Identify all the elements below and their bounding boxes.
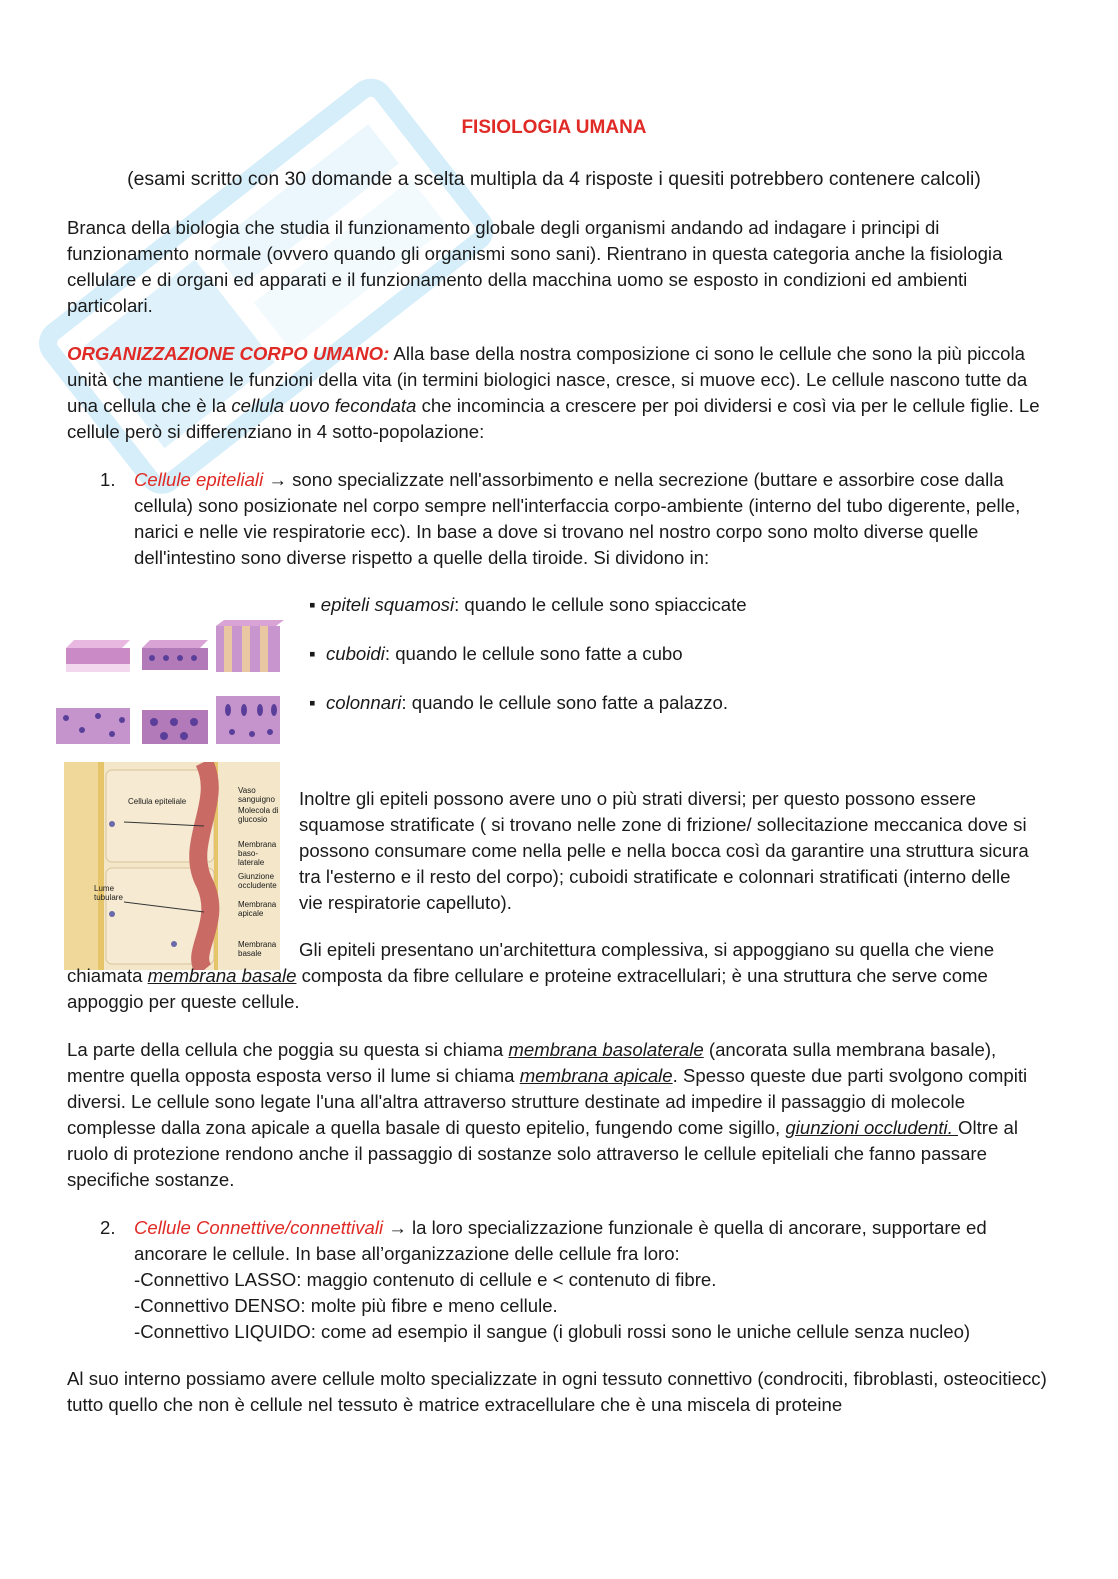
bullet-text: : quando le cellule sono spiaccicate <box>454 594 747 615</box>
item-1-text: → sono specializzate nell'assorbimento e nella secrezione (buttare e assorbire cose dalla cellula) sono posizionate nel corpo sempre nell'interfaccia corpo-ambiente (interno del tubo digerente, pelle, narici e nelle vie respiratorie ecc). In base a dove si trovano nel nostro corpo sono molto diverse quelle dell'intestino sono diverse rispetto a quelle della tiroide. Si dividono in: <box>134 469 1021 568</box>
bullet-item: ▪ cuboidi: quando le cellule sono fatte a cubo <box>309 643 683 664</box>
apical-membrane-term: membrana apicale <box>519 1065 673 1086</box>
label-vessel: Vaso sanguigno <box>238 786 275 804</box>
label-lumen: Lume tubulare <box>94 884 123 902</box>
intro-paragraph: Branca della biologia che studia il funzionamento globale degli organismi andando ad indagare i principi di funzionamento normale (ovvero quando gli organismi sono sani). Rientrano in questa categoria anche la fisiologia cellulare e di organi ed apparati e il funzionamento della macchina uomo se esposto in condizioni ed ambienti particolari. <box>67 217 1003 316</box>
item-2-paragraph <box>134 1215 1049 1267</box>
label-cell: Cellula epiteliale <box>128 797 187 806</box>
connective-type-line: -Connettivo LIQUIDO: come ad esempio il sangue (i globuli rossi sono le uniche cellule senza nucleo) <box>134 1321 971 1342</box>
tight-junctions-term: giunzioni occludenti. <box>785 1117 959 1138</box>
basolateral-text-2: (ancorata sulla membrana basale), mentre quella opposta esposta verso il lume si chiama <box>67 1039 997 1086</box>
label-glucose: Molecola di glucosio <box>238 806 279 824</box>
label-tight-junction: Giunzione occludente <box>238 872 277 890</box>
bullet-term: epiteli squamosi <box>320 594 455 615</box>
basolateral-text-3: . Spesso queste due parti svolgono compiti diversi. Le cellule sono legate l'una all'altra attraverso strutture destinate ad impedire il passaggio di molecole complesse dalla zona apicale a quella basale di questo epitelio, fungendo come sigillo, <box>67 1065 1028 1138</box>
bullet-item: ▪ colonnari: quando le cellule sono fatte a palazzo. <box>309 692 729 713</box>
bullet-item: ▪ epiteli squamosi: quando le cellule sono spiaccicate <box>309 594 747 615</box>
item-2-label: Cellule Connettive/connettivali <box>134 1217 384 1238</box>
basolateral-membrane-term: membrana basolaterale <box>508 1039 704 1060</box>
organization-paragraph <box>67 341 1052 445</box>
organization-heading: ORGANIZZAZIONE CORPO UMANO: <box>67 343 390 364</box>
simple-columnar-block <box>216 620 284 672</box>
item-1-number: 1. <box>100 469 116 490</box>
stratified-cuboidal-block <box>142 710 208 744</box>
item-2-text: → la loro specializzazione funzionale è quella di ancorare, supportare ed ancorare le cellule. In base all’organizzazione delle cellule fra loro: <box>134 1217 987 1264</box>
basolateral-text-4: Oltre al ruolo di protezione rendono anche il passaggio di sostanze solo attraverso le cellule epiteliali che fanno passare specifiche sostanze. <box>67 1117 1018 1190</box>
stratified-squamous-block <box>56 708 130 744</box>
item-1-label: Cellule epiteliali <box>134 469 264 490</box>
epithelium-types-figure <box>52 618 284 750</box>
connective-type-line: -Connettivo LASSO: maggio contenuto di cellule e < contenuto di fibre. <box>134 1269 717 1290</box>
label-basolateral: Membrana baso-laterale <box>238 840 277 867</box>
basal-membrane-term: membrana basale <box>147 965 297 986</box>
architecture-text-2: composta da fibre cellulare e proteine extracellulari; è una struttura che serve come appoggio per queste cellule. <box>67 965 988 1012</box>
last-paragraph: Al suo interno possiamo avere cellule molto specializzate in ogni tessuto connettivo (condrociti, fibroblasti, osteocitiecc) tutto quello che non è cellule nel tessuto è matrice extracellulare che è una miscela di proteine <box>67 1368 1047 1415</box>
label-basal: Membrana basale <box>238 940 277 958</box>
connective-type-line: -Connettivo DENSO: molte più fibre e meno cellule. <box>134 1295 558 1316</box>
item-2-block <box>134 1215 1049 1345</box>
strata-paragraph: Inoltre gli epiteli possono avere uno o più strati diversi; per questo possono essere squamose stratificate ( si trovano nelle zone di frizione/ sollecitazione meccanica dove si possono consumare come nella pelle e nella bocca così da garantire una struttura sicura tra l'esterno e il resto del corpo); cuboidi stratificate e colonnari stratificati (interno delle vie respiratorie capelluto). <box>299 788 1029 913</box>
item-1-paragraph <box>134 467 1049 571</box>
basolateral-text-1: La parte della cellula che poggia su questa si chiama <box>67 1039 509 1060</box>
bullet-term: cuboidi <box>325 643 385 664</box>
organization-text-1: Alla base della nostra composizione ci sono le cellule che sono la più piccola unità che mantiene le funzioni della vita (in termini biologici nasce, cresce, si muove ecc). Le cellule nascono tutte da una cellula che è la <box>67 343 1028 416</box>
bullet-text: : quando le cellule sono fatte a palazzo. <box>401 692 729 713</box>
bullet-term: colonnari <box>325 692 402 713</box>
page-title: FISIOLOGIA UMANA <box>461 117 647 138</box>
subtitle: (esami scritto con 30 domande a scelta multipla da 4 risposte i quesiti potrebbero contenere calcoli) <box>127 168 981 190</box>
organization-text-2: che incomincia a crescere per poi dividersi e così via per le cellule figlie. Le cellule però si differenziano in 4 sotto-popolazione: <box>67 395 1040 442</box>
stratified-columnar-block <box>216 696 280 744</box>
architecture-text-1: Gli epiteli presentano un'architettura complessiva, si appoggiano su quella che viene chiamata <box>67 939 995 986</box>
item-2-number: 2. <box>100 1217 116 1238</box>
bullet-text: : quando le cellule sono fatte a cubo <box>384 643 683 664</box>
label-apical: Membrana apicale <box>238 900 277 918</box>
simple-squamous-block <box>66 640 130 672</box>
organization-emphasis: cellula uovo fecondata <box>231 395 417 416</box>
basolateral-paragraph <box>67 1037 1052 1193</box>
architecture-paragraph <box>67 937 1042 1015</box>
simple-cuboidal-block <box>142 640 208 670</box>
